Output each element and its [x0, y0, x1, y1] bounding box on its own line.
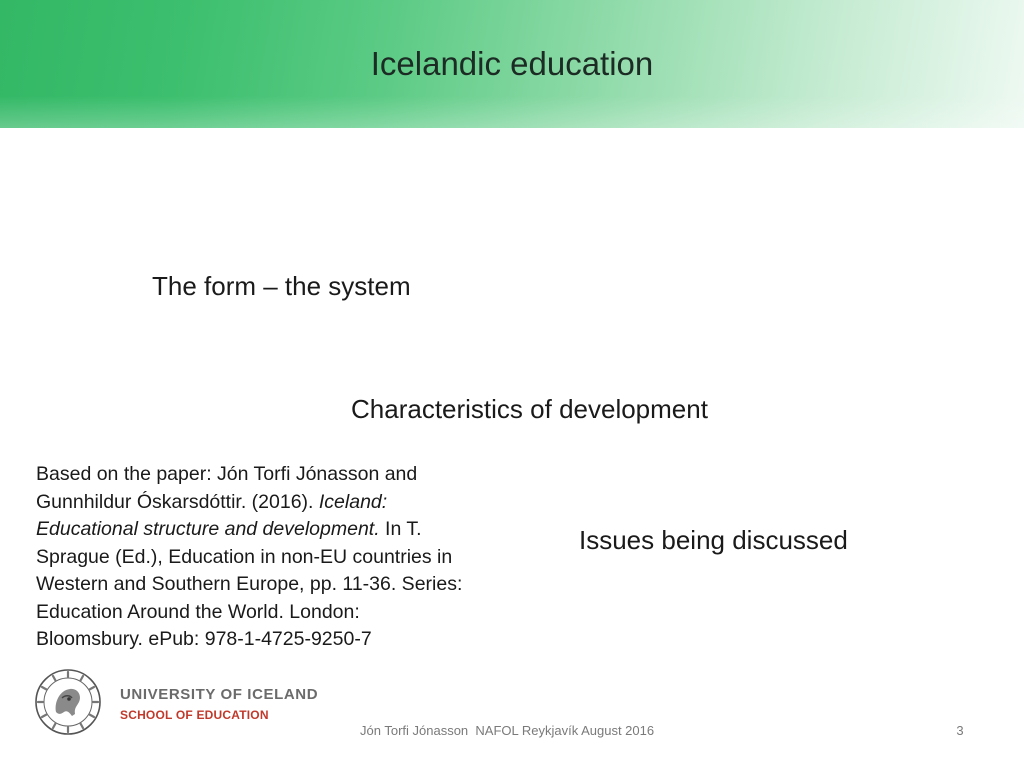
slide-number: 3 [956, 723, 964, 738]
logo-school-name: SCHOOL OF EDUCATION [120, 708, 269, 722]
university-logo-text [120, 686, 318, 722]
slide-title: Icelandic education [370, 45, 654, 82]
topic-characteristics: Characteristics of development [351, 394, 708, 424]
header-fade [0, 96, 1024, 128]
reference-citation [36, 461, 466, 654]
reference-part1: Based on the paper: Jón Torfi Jónasson and Gunnhildur Óskarsdóttir. (2016). [36, 463, 418, 513]
footer-text: Jón Torfi Jónasson NAFOL Reykjavík August 2016 [360, 723, 655, 738]
university-seal-icon [34, 668, 102, 736]
reference-part2: In T. Sprague (Ed.), Education in non-EU countries in Western and Southern Europe, pp. 11-36. Series: Education Around the World. London: Bloomsbury. ePub: 978-1-4725-9250-7 [36, 518, 463, 650]
topic-issues: Issues being discussed [579, 525, 848, 555]
logo-university-name: UNIVERSITY OF ICELAND [120, 686, 319, 703]
reference-title-italic: Iceland: Educational structure and development. [36, 490, 388, 540]
topic-form-system: The form – the system [152, 271, 411, 301]
